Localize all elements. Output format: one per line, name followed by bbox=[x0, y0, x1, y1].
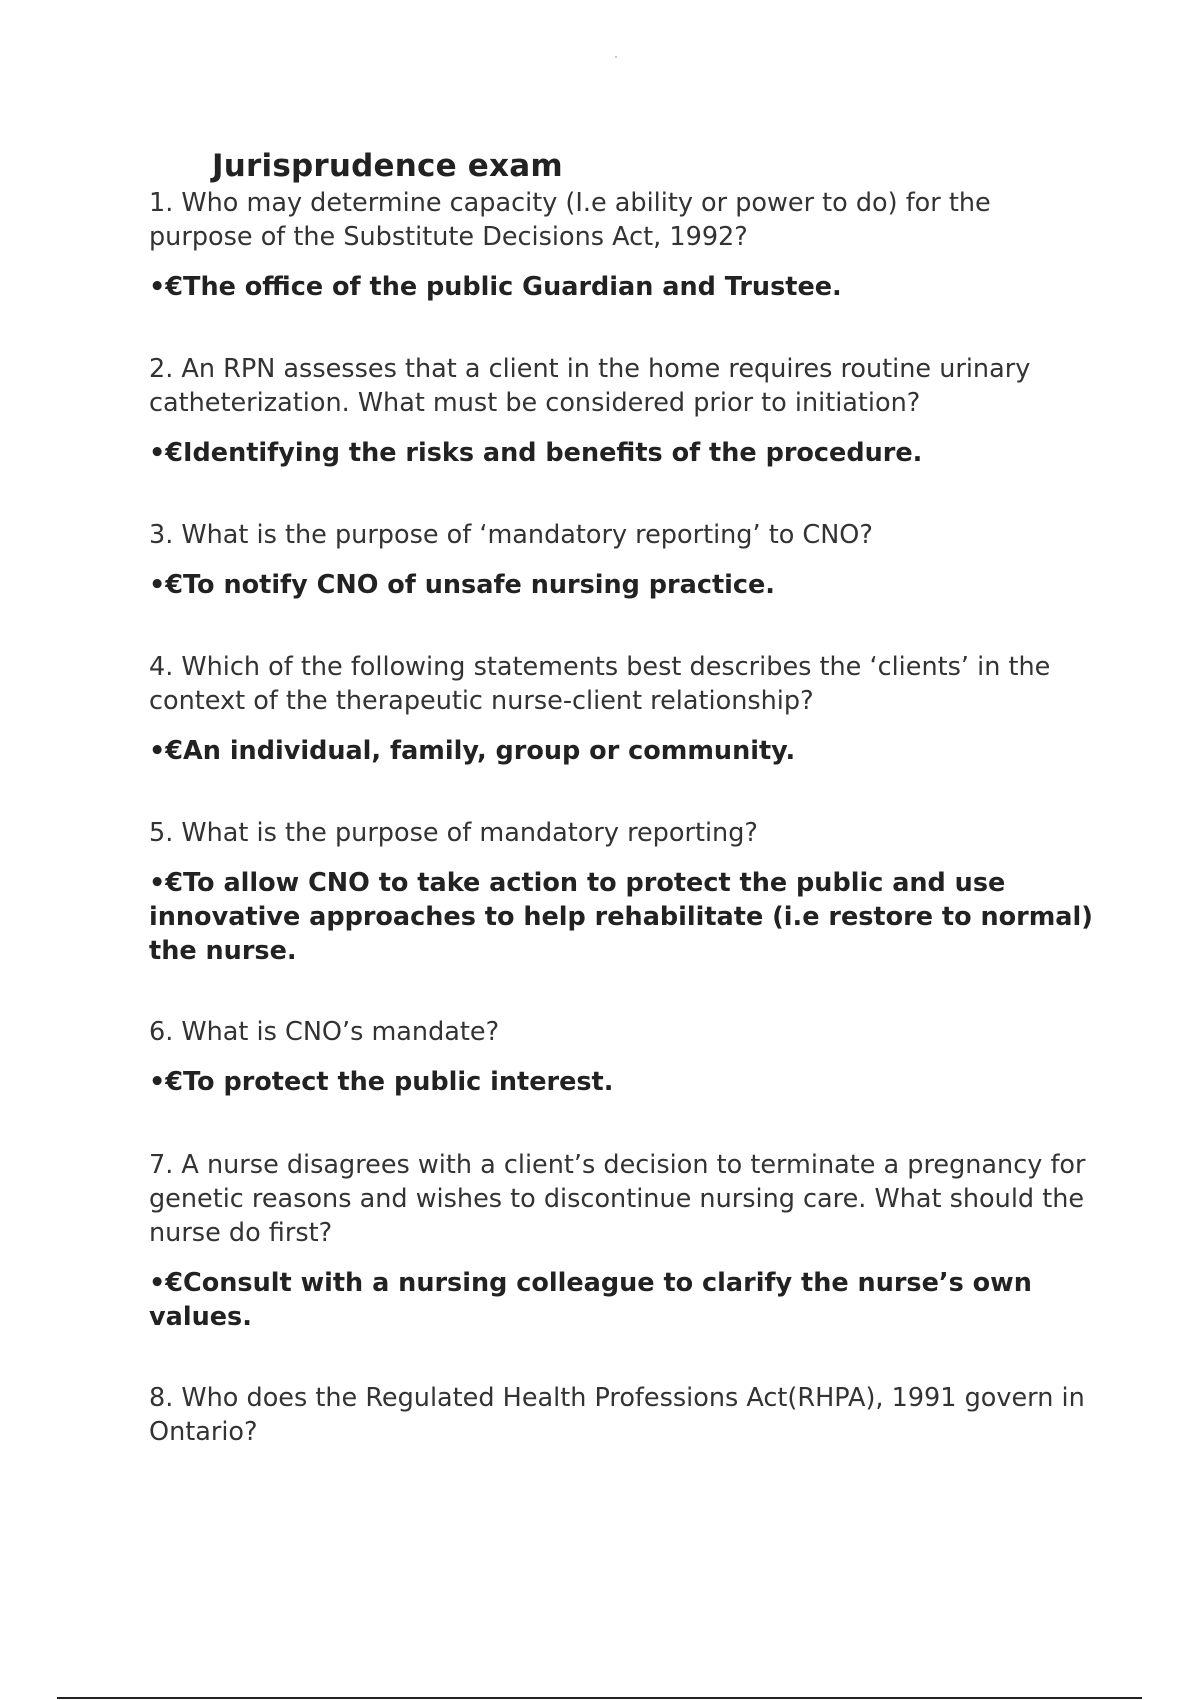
answer-text: •€To protect the public interest. bbox=[149, 1067, 614, 1097]
bullet-icon: •€ bbox=[149, 570, 184, 600]
question-text: 3. What is the purpose of ‘mandatory reporting’ to CNO? bbox=[149, 520, 873, 550]
page-title: Jurisprudence exam bbox=[212, 148, 563, 184]
answer-text: •€To notify CNO of unsafe nursing practice. bbox=[149, 570, 775, 600]
qa-item-1 bbox=[149, 186, 1099, 304]
answer-text: •€Identifying the risks and benefits of the procedure. bbox=[149, 438, 923, 468]
bullet-icon: •€ bbox=[149, 1268, 184, 1298]
bullet-icon: •€ bbox=[149, 736, 184, 766]
question-text: 5. What is the purpose of mandatory reporting? bbox=[149, 818, 758, 848]
answer-text: •€Consult with a nursing colleague to clarify the nurse’s own values. bbox=[149, 1268, 1032, 1332]
bullet-icon: •€ bbox=[149, 868, 184, 898]
question-text: 2. An RPN assesses that a client in the home requires routine urinary catheterization. What must be considered prior to initiation? bbox=[149, 354, 1031, 418]
qa-item-2 bbox=[149, 352, 1099, 470]
qa-item-3 bbox=[149, 518, 1099, 602]
bullet-icon: •€ bbox=[149, 438, 184, 468]
qa-item-7 bbox=[149, 1148, 1099, 1334]
qa-item-6 bbox=[149, 1015, 1099, 1099]
question-text: 8. Who does the Regulated Health Professions Act(RHPA), 1991 govern in Ontario? bbox=[149, 1383, 1085, 1447]
question-text: 4. Which of the following statements best describes the ‘clients’ in the context of the therapeutic nurse-client relationship? bbox=[149, 652, 1051, 716]
question-text: 1. Who may determine capacity (I.e ability or power to do) for the purpose of the Substitute Decisions Act, 1992? bbox=[149, 188, 991, 252]
answer-text: •€An individual, family, group or community. bbox=[149, 736, 796, 766]
scan-speck bbox=[615, 56, 617, 58]
qa-item-8 bbox=[149, 1381, 1099, 1449]
question-text: 7. A nurse disagrees with a client’s decision to terminate a pregnancy for genetic reasons and wishes to discontinue nursing care. What should the nurse do first? bbox=[149, 1150, 1086, 1248]
qa-item-5 bbox=[149, 816, 1099, 968]
page-bottom-divider bbox=[57, 1697, 1142, 1699]
qa-item-4 bbox=[149, 650, 1099, 768]
answer-text: •€To allow CNO to take action to protect the public and use innovative approaches to help rehabilitate (i.e restore to normal) the nurse. bbox=[149, 868, 1093, 966]
bullet-icon: •€ bbox=[149, 272, 184, 302]
answer-text: •€The office of the public Guardian and Trustee. bbox=[149, 272, 842, 302]
question-text: 6. What is CNO’s mandate? bbox=[149, 1017, 500, 1047]
bullet-icon: •€ bbox=[149, 1067, 184, 1097]
